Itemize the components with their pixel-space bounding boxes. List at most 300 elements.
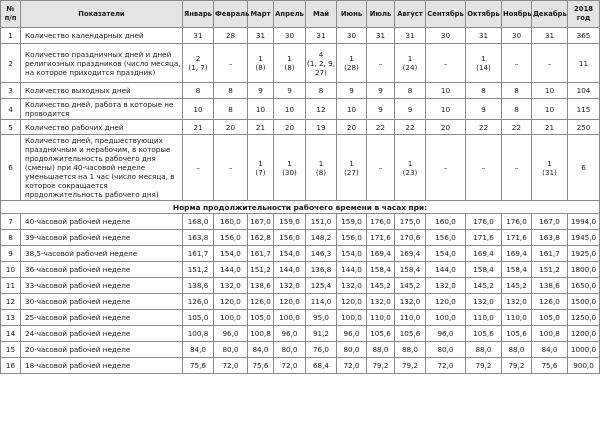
cell-text: 1 — [318, 158, 324, 168]
cell-text: 9 — [258, 86, 263, 95]
cell-text: – — [443, 58, 448, 68]
month-value-cell: 80,0 — [337, 342, 367, 358]
norm-row — [1, 278, 600, 294]
month-value-cell: 100,0 — [274, 310, 306, 326]
cell-text: 10 — [544, 104, 555, 114]
row-number: 9 — [1, 246, 21, 262]
month-value-cell — [532, 83, 568, 99]
norm-row — [1, 262, 600, 278]
cell-text: – — [378, 58, 383, 68]
month-value-cell: 100,0 — [337, 310, 367, 326]
month-value-cell: 144,0 — [426, 262, 466, 278]
cell-text: (30) — [282, 167, 297, 177]
year-total-cell: 1994,0 — [568, 214, 600, 230]
month-value-cell: 88,0 — [466, 342, 502, 358]
cell-text: – — [514, 58, 519, 68]
month-value-cell: 151,2 — [183, 262, 214, 278]
month-value-cell — [306, 99, 337, 120]
cell-text: 8 — [407, 86, 413, 95]
cell-text: 8 — [228, 86, 233, 95]
month-value-cell — [426, 99, 466, 120]
year-total-cell — [568, 135, 600, 201]
month-value-cell: 158,4 — [466, 262, 502, 278]
month-value-cell: 162,8 — [248, 230, 274, 246]
month-value-cell: 105,6 — [395, 326, 426, 342]
month-value-cell — [367, 120, 395, 135]
cell-text: 1 — [349, 54, 354, 63]
month-value-cell: 158,4 — [502, 262, 532, 278]
month-value-cell — [306, 83, 337, 99]
cell-text: 19 — [316, 122, 326, 132]
cell-text: 20 — [225, 122, 236, 132]
cell-text: 21 — [193, 122, 203, 132]
month-value-cell: 75,6 — [248, 358, 274, 374]
month-value-cell — [214, 83, 248, 99]
cell-text: 31 — [375, 31, 386, 40]
month-value-cell: 100,8 — [183, 326, 214, 342]
cell-text: 1 — [258, 158, 263, 168]
month-value-cell — [306, 44, 337, 83]
month-value-cell: 176,0 — [367, 214, 395, 230]
month-value-cell: 72,0 — [274, 358, 306, 374]
cell-text: – — [228, 163, 233, 172]
year-total-cell: 1250,0 — [568, 310, 600, 326]
month-value-cell — [183, 135, 214, 201]
month-value-cell — [274, 135, 306, 201]
month-value-cell: 132,0 — [337, 278, 367, 294]
cell-text: 104 — [576, 86, 591, 95]
month-value-cell: 126,0 — [532, 294, 568, 310]
month-value-cell: 169,4 — [466, 246, 502, 262]
cell-text: 30 — [511, 31, 522, 40]
month-value-cell: 105,6 — [502, 326, 532, 342]
month-value-cell: 171,6 — [502, 230, 532, 246]
month-value-cell — [248, 44, 274, 83]
month-value-cell: 110,0 — [502, 310, 532, 326]
month-value-cell: 151,2 — [248, 262, 274, 278]
month-value-cell: 132,0 — [502, 294, 532, 310]
cell-text: 8 — [514, 86, 519, 95]
month-value-cell: 125,4 — [306, 278, 337, 294]
header-month: Июнь — [337, 1, 367, 28]
month-value-cell: 175,0 — [395, 214, 426, 230]
cell-text: 21 — [255, 122, 266, 132]
norm-row — [1, 246, 600, 262]
month-value-cell — [337, 120, 367, 135]
month-value-cell — [367, 44, 395, 83]
month-value-cell: 169,4 — [367, 246, 395, 262]
cell-text: 31 — [193, 31, 203, 40]
row-number: 12 — [1, 294, 21, 310]
cell-text: 30 — [284, 31, 295, 40]
cell-text: 9 — [378, 86, 383, 95]
cell-text: 27) — [315, 67, 327, 77]
year-total-cell: 1000,0 — [568, 342, 600, 358]
month-value-cell: 160,0 — [214, 214, 248, 230]
month-value-cell — [183, 120, 214, 135]
row-number: 11 — [1, 278, 21, 294]
month-value-cell: 88,0 — [395, 342, 426, 358]
month-value-cell — [466, 135, 502, 201]
month-value-cell: 156,0 — [337, 230, 367, 246]
month-value-cell: 161,7 — [183, 246, 214, 262]
month-value-cell: 96,0 — [426, 326, 466, 342]
month-value-cell: 95,0 — [306, 310, 337, 326]
month-value-cell: 100,8 — [532, 326, 568, 342]
cell-text: 1 — [407, 158, 413, 168]
cell-text: 2 — [195, 54, 201, 63]
month-value-cell — [248, 83, 274, 99]
cell-text: 9 — [287, 86, 292, 95]
month-value-cell — [502, 135, 532, 201]
month-value-cell: 170,6 — [395, 230, 426, 246]
month-value-cell — [367, 28, 395, 44]
month-value-cell — [367, 83, 395, 99]
row-label: 36-часовой рабочей неделе — [21, 262, 183, 278]
norm-row — [1, 358, 600, 374]
row-number: 7 — [1, 214, 21, 230]
cell-text: 20 — [284, 122, 295, 132]
month-value-cell: 132,0 — [367, 294, 395, 310]
cell-text: 10 — [440, 86, 451, 95]
month-value-cell: 114,0 — [306, 294, 337, 310]
month-value-cell: 145,2 — [395, 278, 426, 294]
month-value-cell — [395, 120, 426, 135]
month-value-cell: 156,0 — [214, 230, 248, 246]
year-total-cell — [568, 120, 600, 135]
month-value-cell — [337, 99, 367, 120]
cell-text: 10 — [284, 104, 295, 114]
cell-text: – — [547, 58, 552, 68]
month-value-cell: 80,0 — [426, 342, 466, 358]
cell-text: 22 — [375, 122, 386, 132]
month-value-cell — [426, 120, 466, 135]
month-value-cell — [274, 44, 306, 83]
cell-text: 1 — [481, 54, 486, 63]
month-value-cell: 146,3 — [306, 246, 337, 262]
month-value-cell — [214, 44, 248, 83]
month-value-cell: 169,4 — [502, 246, 532, 262]
month-value-cell: 160,0 — [426, 214, 466, 230]
month-value-cell: 110,0 — [466, 310, 502, 326]
cell-text: 1 — [547, 158, 552, 168]
month-value-cell — [306, 135, 337, 201]
row-label: 18-часовой рабочей неделе — [21, 358, 183, 374]
month-value-cell: 154,0 — [426, 246, 466, 262]
norm-row — [1, 230, 600, 246]
header-year: 2018 год — [568, 1, 600, 28]
header-indicator: Показатели — [21, 1, 183, 28]
row-number: 4 — [1, 99, 21, 120]
month-value-cell: 96,0 — [214, 326, 248, 342]
row-number: 5 — [1, 120, 21, 135]
month-value-cell — [214, 28, 248, 44]
norm-row — [1, 342, 600, 358]
month-value-cell: 96,0 — [337, 326, 367, 342]
cell-text: 20 — [346, 122, 357, 132]
cell-text: (31) — [542, 167, 557, 177]
month-value-cell — [426, 83, 466, 99]
month-value-cell: 156,0 — [426, 230, 466, 246]
month-value-cell: 79,2 — [466, 358, 502, 374]
month-value-cell: 105,0 — [532, 310, 568, 326]
month-value-cell: 110,0 — [395, 310, 426, 326]
cell-text: 250 — [576, 122, 591, 132]
cell-text: 10 — [440, 104, 451, 114]
month-value-cell — [466, 28, 502, 44]
month-value-cell — [532, 99, 568, 120]
month-value-cell: 138,6 — [183, 278, 214, 294]
month-value-cell: 163,8 — [183, 230, 214, 246]
month-value-cell: 138,6 — [248, 278, 274, 294]
month-value-cell: 84,0 — [248, 342, 274, 358]
month-value-cell: 84,0 — [183, 342, 214, 358]
month-value-cell: 100,0 — [426, 310, 466, 326]
month-value-cell: 151,2 — [532, 262, 568, 278]
cell-text: 1 — [349, 158, 354, 168]
cell-text: 365 — [576, 31, 591, 40]
row-number: 16 — [1, 358, 21, 374]
year-total-cell — [568, 44, 600, 83]
header-month: Март — [248, 1, 274, 28]
cell-text: 9 — [407, 104, 413, 114]
month-value-cell: 168,0 — [183, 214, 214, 230]
month-value-cell — [183, 99, 214, 120]
year-total-cell: 900,0 — [568, 358, 600, 374]
month-value-cell — [502, 99, 532, 120]
header-month: Декабрь — [532, 1, 568, 28]
header-month: Январь — [183, 1, 214, 28]
month-value-cell: 176,0 — [466, 214, 502, 230]
month-value-cell: 171,6 — [367, 230, 395, 246]
month-value-cell — [395, 135, 426, 201]
month-value-cell — [502, 28, 532, 44]
month-value-cell: 151,0 — [306, 214, 337, 230]
month-value-cell — [337, 83, 367, 99]
header-row — [1, 1, 600, 28]
month-value-cell: 144,0 — [214, 262, 248, 278]
month-value-cell: 145,2 — [466, 278, 502, 294]
row-label: Количество выходных дней — [21, 83, 183, 99]
cell-text: 10 — [346, 104, 357, 114]
table-row — [1, 83, 600, 99]
month-value-cell — [337, 135, 367, 201]
norm-row — [1, 214, 600, 230]
month-value-cell — [395, 28, 426, 44]
month-value-cell: 167,0 — [248, 214, 274, 230]
month-value-cell: 84,0 — [532, 342, 568, 358]
month-value-cell: 167,0 — [532, 214, 568, 230]
month-value-cell: 100,8 — [248, 326, 274, 342]
month-value-cell: 105,6 — [367, 326, 395, 342]
month-value-cell: 156,0 — [274, 230, 306, 246]
cell-text: – — [378, 163, 383, 172]
month-value-cell: 154,0 — [337, 246, 367, 262]
row-number: 10 — [1, 262, 21, 278]
month-value-cell: 126,0 — [248, 294, 274, 310]
month-value-cell — [214, 99, 248, 120]
cell-text: 22 — [405, 122, 415, 132]
cell-text: 22 — [511, 122, 522, 132]
cell-text: 31 — [405, 31, 415, 40]
cell-text: (1, 2, 9, — [307, 58, 335, 68]
month-value-cell: 79,2 — [502, 358, 532, 374]
year-total-cell: 1800,0 — [568, 262, 600, 278]
month-value-cell: 176,0 — [502, 214, 532, 230]
year-total-cell: 1650,0 — [568, 278, 600, 294]
month-value-cell: 100,0 — [214, 310, 248, 326]
month-value-cell — [466, 83, 502, 99]
cell-text: 10 — [193, 104, 203, 114]
month-value-cell: 132,0 — [426, 278, 466, 294]
row-label: 40-часовой рабочей неделе — [21, 214, 183, 230]
month-value-cell: 144,0 — [274, 262, 306, 278]
cell-text: (14) — [476, 63, 491, 72]
row-label: 33-часовой рабочей неделе — [21, 278, 183, 294]
month-value-cell: 120,0 — [274, 294, 306, 310]
month-value-cell — [183, 44, 214, 83]
header-month: Ноябрь — [502, 1, 532, 28]
year-total-cell — [568, 83, 600, 99]
month-value-cell: 72,0 — [214, 358, 248, 374]
month-value-cell: 138,6 — [532, 278, 568, 294]
month-value-cell: 105,0 — [248, 310, 274, 326]
cell-text: 30 — [346, 31, 357, 40]
month-value-cell: 80,0 — [274, 342, 306, 358]
cell-text: 10 — [544, 86, 555, 95]
cell-text: 8 — [514, 104, 519, 114]
norm-row — [1, 310, 600, 326]
month-value-cell — [248, 99, 274, 120]
row-label: Количество дней, предшествующих праздничным и нерабочим, в которые продолжительность рабочего дня (смены) при 40-часовой неделе уменьшается на 1 час (число месяца, в которое сокращается продолжительность рабочего дня) — [21, 135, 183, 201]
month-value-cell: 88,0 — [502, 342, 532, 358]
table-row — [1, 28, 600, 44]
cell-text: 30 — [440, 31, 451, 40]
section-row — [1, 201, 600, 214]
cell-text: – — [443, 163, 448, 172]
cell-text: 22 — [478, 122, 489, 132]
cell-text: 11 — [578, 58, 589, 68]
month-value-cell — [274, 28, 306, 44]
year-total-cell: 1925,0 — [568, 246, 600, 262]
table-row — [1, 99, 600, 120]
cell-text: 4 — [318, 49, 324, 59]
row-label: 20-часовой рабочей неделе — [21, 342, 183, 358]
cell-text: (28) — [344, 63, 359, 72]
row-label: Количество календарных дней — [21, 28, 183, 44]
header-num: № п/п — [1, 1, 21, 28]
month-value-cell — [532, 28, 568, 44]
row-label: 24-часовой рабочей неделе — [21, 326, 183, 342]
cell-text: 6 — [581, 163, 586, 172]
month-value-cell — [337, 44, 367, 83]
header-month: Февраль — [214, 1, 248, 28]
cell-text: 21 — [544, 122, 555, 132]
month-value-cell — [426, 28, 466, 44]
month-value-cell: 158,4 — [367, 262, 395, 278]
norm-row — [1, 294, 600, 310]
header-month: Октябрь — [466, 1, 502, 28]
month-value-cell — [183, 83, 214, 99]
month-value-cell — [466, 99, 502, 120]
month-value-cell: 120,0 — [214, 294, 248, 310]
month-value-cell: 132,0 — [214, 278, 248, 294]
header-month: Сентябрь — [426, 1, 466, 28]
cell-text: 10 — [255, 104, 266, 114]
header-month: Май — [306, 1, 337, 28]
row-number: 6 — [1, 135, 21, 201]
row-label: Количество рабочих дней — [21, 120, 183, 135]
month-value-cell: 105,0 — [183, 310, 214, 326]
month-value-cell: 132,0 — [395, 294, 426, 310]
cell-text: 31 — [478, 31, 489, 40]
month-value-cell: 120,0 — [426, 294, 466, 310]
month-value-cell: 79,2 — [367, 358, 395, 374]
cell-text: 12 — [316, 104, 326, 114]
row-number: 15 — [1, 342, 21, 358]
month-value-cell — [532, 44, 568, 83]
header-month: Август — [395, 1, 426, 28]
cell-text: 8 — [318, 86, 324, 95]
cell-text: (27) — [344, 167, 359, 177]
cell-text: 31 — [316, 31, 326, 40]
month-value-cell — [248, 120, 274, 135]
year-total-cell — [568, 99, 600, 120]
month-value-cell: 80,0 — [214, 342, 248, 358]
table-row — [1, 120, 600, 135]
month-value-cell: 68,4 — [306, 358, 337, 374]
cell-text: 1 — [287, 54, 292, 63]
row-number: 3 — [1, 83, 21, 99]
row-number: 1 — [1, 28, 21, 44]
year-total-cell: 1945,0 — [568, 230, 600, 246]
cell-text: (24) — [402, 63, 418, 72]
cell-text: 1 — [258, 54, 263, 63]
month-value-cell — [395, 99, 426, 120]
cell-text: (8) — [255, 63, 266, 72]
cell-text: 28 — [225, 31, 236, 40]
month-value-cell: 91,2 — [306, 326, 337, 342]
month-value-cell — [502, 44, 532, 83]
month-value-cell — [214, 135, 248, 201]
cell-text: 8 — [228, 104, 233, 114]
month-value-cell: 132,0 — [466, 294, 502, 310]
header-month: Июль — [367, 1, 395, 28]
cell-text: 31 — [544, 31, 555, 40]
cell-text: (1, 7) — [188, 63, 208, 72]
month-value-cell — [502, 83, 532, 99]
month-value-cell: 79,2 — [395, 358, 426, 374]
month-value-cell — [466, 44, 502, 83]
row-number: 8 — [1, 230, 21, 246]
month-value-cell — [426, 135, 466, 201]
row-number: 14 — [1, 326, 21, 342]
month-value-cell — [274, 120, 306, 135]
cell-text: 1 — [407, 54, 413, 63]
cell-text: 8 — [195, 86, 201, 95]
month-value-cell: 136,8 — [306, 262, 337, 278]
table-row — [1, 135, 600, 201]
cell-text: 115 — [576, 104, 591, 114]
month-value-cell: 163,8 — [532, 230, 568, 246]
row-number: 13 — [1, 310, 21, 326]
cell-text: (23) — [402, 167, 418, 177]
month-value-cell: 159,0 — [337, 214, 367, 230]
month-value-cell: 105,6 — [466, 326, 502, 342]
month-value-cell: 159,0 — [274, 214, 306, 230]
cell-text: – — [228, 58, 233, 68]
month-value-cell — [532, 120, 568, 135]
